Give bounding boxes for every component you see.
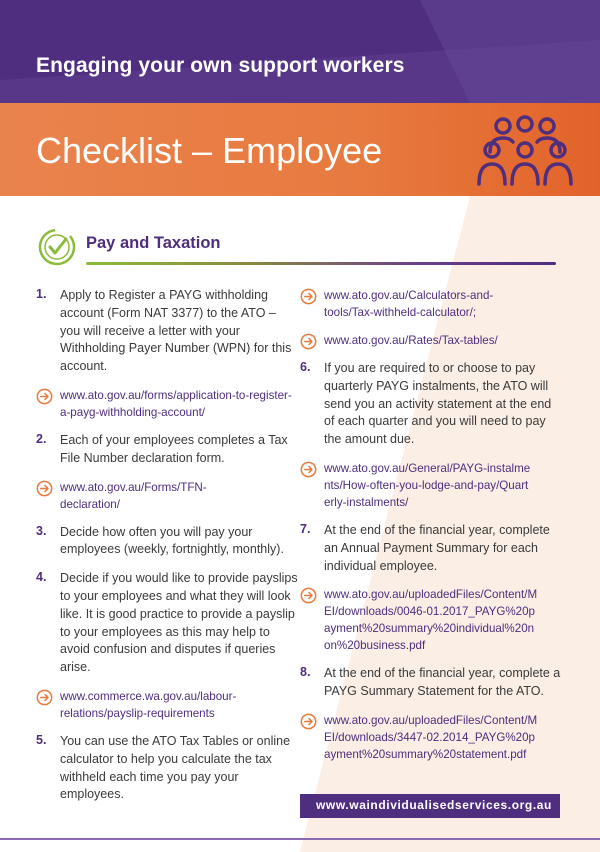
payg-instalments-link[interactable]: www.ato.gov.au/General/PAYG-instalments/How-often-you-lodge-and-pay/Quarterly-instalments/ [324,461,531,509]
arrow-right-icon [300,461,317,478]
tax-tables-link[interactable]: www.ato.gov.au/Rates/Tax-tables/ [324,334,498,347]
payment-summary-individual-link[interactable]: www.ato.gov.au/uploadedFiles/Content/MEI/downloads/0046-01.2017_PAYG%20payment%20summary%20individual%20non%20business.pdf [324,588,538,653]
link-row[interactable] [36,688,298,722]
item-text: Each of your employees completes a Tax File Number declaration form. [60,432,288,465]
item-text: At the end of the financial year, complete a PAYG Summary Statement for the ATO. [324,666,561,699]
arrow-right-icon [36,388,53,405]
header-decoration [0,0,600,103]
checklist-item-6 [300,360,562,449]
item-number: 6. [300,360,311,374]
checklist-item-5 [36,733,298,804]
arrow-right-icon [36,689,53,706]
checklist-item-2 [36,432,298,468]
item-text: You can use the ATO Tax Tables or online calculator to help you calculate the tax withheld each time you pay your employees. [60,733,291,802]
checklist-item-4 [36,570,298,677]
arrow-right-icon [36,480,53,497]
section-divider [86,262,556,265]
section-title: Pay and Taxation [86,234,221,252]
series-title: Engaging your own support workers [36,54,405,77]
item-text: Decide how often you will pay your employees (weekly, fortnightly, monthly). [60,524,284,557]
checklist-item-1 [36,287,298,376]
tax-withheld-calculator-link[interactable]: www.ato.gov.au/Calculators-and-tools/Tax-withheld-calculator/; [324,289,494,319]
item-number: 8. [300,665,311,680]
item-number: 1. [36,287,47,301]
ato-register-link[interactable]: www.ato.gov.au/forms/application-to-register-a-payg-withholding-account/ [60,388,292,419]
arrow-right-icon [300,713,317,730]
item-number: 4. [36,570,47,585]
link-row[interactable] [300,287,562,321]
footer-divider [0,838,600,840]
item-number: 7. [300,521,311,536]
item-text: At the end of the financial year, complete an Annual Payment Summary for each individual employee. [324,522,550,573]
arrow-right-icon [300,333,317,350]
link-row[interactable] [300,460,562,511]
link-row[interactable] [36,479,298,513]
payslip-requirements-link[interactable]: www.commerce.wa.gov.au/labour-relations/payslip-requirements [60,689,237,720]
payg-summary-statement-link[interactable]: www.ato.gov.au/uploadedFiles/Content/MEI/downloads/3447-02.2014_PAYG%20payment%20summary%20statement.pdf [324,713,538,761]
arrow-right-icon [300,587,317,604]
item-text: Apply to Register a PAYG withholding account (Form NAT 3377) to the ATO – you will receive a letter with your Withholding Payer Number (WPN) for this account. [60,288,292,374]
checklist-item-3 [36,524,298,560]
link-row[interactable] [300,712,562,763]
left-column [36,287,298,815]
link-row[interactable] [36,387,298,421]
people-group-icon [470,112,580,192]
checklist-item-7 [300,522,562,575]
item-text: Decide if you would like to provide payslips to your employees and what they will look like. It is good practice to provide a payslip to your employees as this may help to avoid confusion and disputes if queries arise. [60,571,298,675]
tfn-declaration-link[interactable]: www.ato.gov.au/Forms/TFN-declaration/ [60,480,207,511]
link-row[interactable] [300,332,562,349]
checklist-item-8 [300,665,562,701]
right-column [300,287,562,774]
link-row[interactable] [300,586,562,654]
footer-url[interactable]: www.waindividualisedservices.org.au [316,798,552,812]
arrow-right-icon [300,288,317,305]
checkmark-icon [36,226,78,268]
page-title: Checklist – Employee [36,130,383,171]
item-text: If you are required to or choose to pay quarterly PAYG instalments, the ATO will send you an activity statement at the end of each quarter and you will need to pay the amount due. [324,361,552,447]
item-number: 3. [36,523,47,538]
item-number: 5. [36,732,47,747]
item-number: 2. [36,431,47,446]
